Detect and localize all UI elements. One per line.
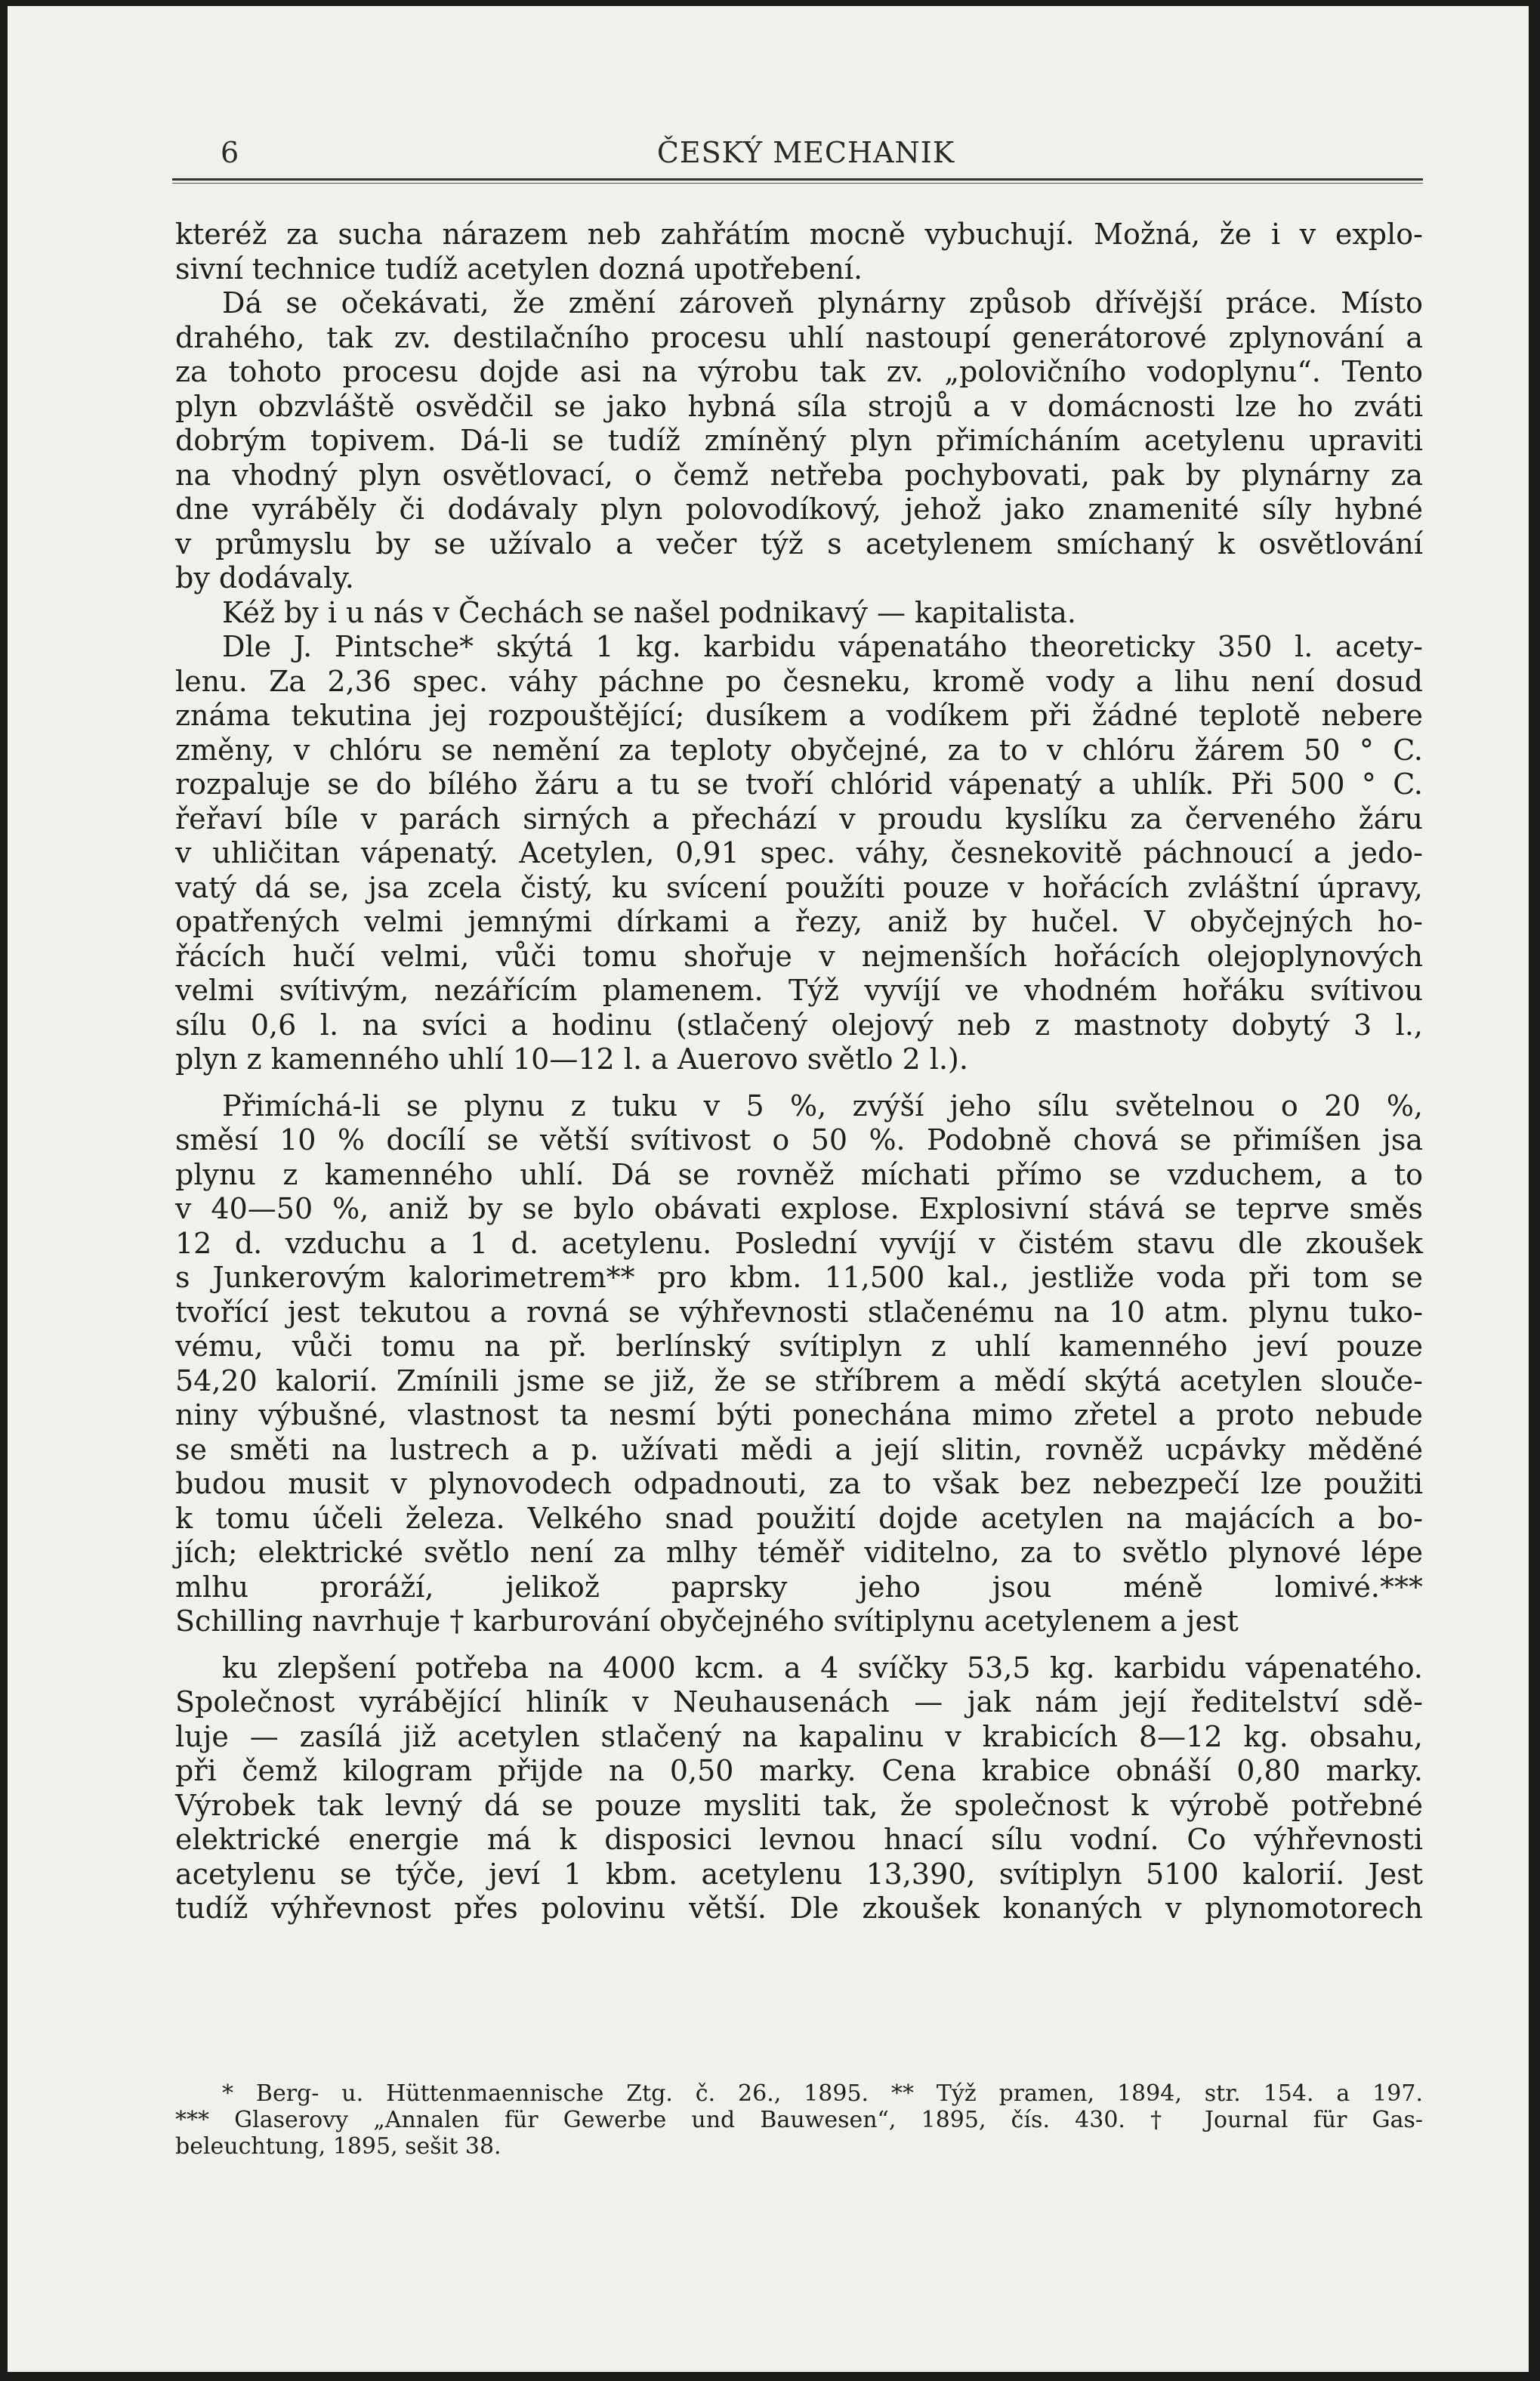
text-line: k tomu účeli železa. Velkého snad použití dojde acetylen na majácích a bo- bbox=[175, 1501, 1423, 1535]
text-line: Výrobek tak levný dá se pouze mysliti tak, že společnost k výrobě potřebné bbox=[175, 1788, 1423, 1822]
page-number: 6 bbox=[221, 136, 239, 169]
text-line: Společnost vyrábějící hliník v Neuhausenách — jak nám její ředitelství sdě- bbox=[175, 1685, 1423, 1719]
text-line: Schilling navrhuje † karburování obyčejného svítiplynu acetylenem a jest bbox=[175, 1604, 1239, 1638]
text-line: s Junkerovým kalorimetrem** pro kbm. 11,500 kal., jestliže voda při tom se bbox=[175, 1261, 1423, 1294]
text-line: luje — zasílá již acetylen stlačený na kapalinu v krabicích 8—12 kg. obsahu, bbox=[175, 1719, 1423, 1753]
text-line: rozpaluje se do bílého žáru a tu se tvoří chlórid vápenatý a uhlík. Při 500 ° C. bbox=[175, 767, 1423, 801]
text-line: dobrým topivem. Dá-li se tudíž zmíněný plyn přimícháním acetylenu upraviti bbox=[175, 424, 1423, 457]
text-line: Přimíchá-li se plynu z tuku v 5 %, zvýší jeho sílu světelnou o 20 %, bbox=[222, 1089, 1423, 1123]
text-line: mlhu proráží, jelikož paprsky jeho jsou méně lomivé.*** bbox=[175, 1570, 1423, 1604]
footnotes bbox=[175, 2080, 1423, 2160]
text-line: by dodávaly. bbox=[175, 561, 354, 594]
running-header bbox=[183, 136, 1429, 181]
text-line: plyn obzvláště osvědčil se jako hybná síla strojů a v domácnosti lze ho zváti bbox=[175, 389, 1423, 423]
text-line: ku zlepšení potřeba na 4000 kcm. a 4 svíčky 53,5 kg. karbidu vápenatého. bbox=[222, 1651, 1423, 1685]
text-line: sílu 0,6 l. na svíci a hodinu (stlačený olejový neb z mastnoty dobytý 3 l., bbox=[175, 1008, 1423, 1042]
text-line: kteréž za sucha nárazem neb zahřátím mocně vybuchují. Možná, že i v explo- bbox=[175, 218, 1423, 251]
text-line: vatý dá se, jsa zcela čistý, ku svícení použíti pouze v hořácích zvláštní úpravy, bbox=[175, 870, 1423, 904]
text-line: jích; elektrické světlo není za mlhy téměř viditelno, za to světlo plynové lépe bbox=[175, 1536, 1423, 1569]
text-line: tvořící jest tekutou a rovná se výhřevnosti stlačenému na 10 atm. plynu tuko- bbox=[175, 1295, 1423, 1329]
text-line: opatřených velmi jemnými dírkami a řezy, aniž by hučel. V obyčejných ho- bbox=[175, 905, 1423, 938]
text-line: niny výbušné, vlastnost ta nesmí býti ponechána mimo zřetel a proto nebude bbox=[175, 1398, 1423, 1431]
footnote-line: *** Glaserovy „Annalen für Gewerbe und Bauwesen“, 1895, čís. 430. † Journal für Gas- bbox=[175, 2107, 1423, 2133]
text-line: se směti na lustrech a p. užívati mědi a její slitin, rovněž ucpávky měděné bbox=[175, 1432, 1423, 1466]
text-line: acetylenu se týče, jeví 1 kbm. acetylenu 13,390, svítiplyn 5100 kalorií. Jest bbox=[175, 1857, 1423, 1891]
text-line: změny, v chlóru se nemění za teploty obyčejné, za to v chlóru žárem 50 ° C. bbox=[175, 733, 1423, 767]
text-line: Kéž by i u nás v Čechách se našel podnikavý — kapitalista. bbox=[222, 595, 1076, 629]
text-line: dne vyráběly či dodávaly plyn polovodíkový, jehož jako znamenité síly hybné bbox=[175, 493, 1423, 526]
text-line: Dle J. Pintsche* skýtá 1 kg. karbidu vápenatáho theoreticky 350 l. acety- bbox=[222, 630, 1423, 663]
text-line: plynu z kamenného uhlí. Dá se rovněž míchati přímo se vzduchem, a to bbox=[175, 1157, 1423, 1191]
text-line: na vhodný plyn osvětlovací, o čemž netřeba pochybovati, pak by plynárny za bbox=[175, 458, 1423, 492]
footnote-line: * Berg- u. Hüttenmaennische Ztg. č. 26., 1895. ** Týž pramen, 1894, str. 154. a 197. bbox=[222, 2080, 1423, 2107]
header-rule bbox=[172, 178, 1423, 181]
text-line: směsí 10 % docílí se větší svítivost o 50 %. Podobně chová se přimíšen jsa bbox=[175, 1123, 1423, 1157]
text-line: tudíž výhřevnost přes polovinu větší. Dle zkoušek konaných v plynomotorech bbox=[175, 1892, 1423, 1925]
text-line: 12 d. vzduchu a 1 d. acetylenu. Poslední vyvíjí v čistém stavu dle zkoušek bbox=[175, 1226, 1423, 1260]
text-line: Dá se očekávati, že změní zároveň plynárny způsob dřívější práce. Místo bbox=[222, 286, 1423, 320]
header-rule-thin bbox=[172, 183, 1423, 184]
text-line: v uhličitan vápenatý. Acetylen, 0,91 spec. váhy, česnekovitě páchnoucí a jedo- bbox=[175, 836, 1423, 869]
text-line: plyn z kamenného uhlí 10—12 l. a Auerovo světlo 2 l.). bbox=[175, 1042, 968, 1076]
body-text bbox=[175, 218, 1423, 1926]
text-line: řácích hučí velmi, vůči tomu shořuje v nejmenších hořácích olejoplynových bbox=[175, 939, 1423, 973]
text-line: vému, vůči tomu na př. berlínský svítiplyn z uhlí kamenného jeví pouze bbox=[175, 1329, 1423, 1363]
footnote-line: beleuchtung, 1895, sešit 38. bbox=[175, 2133, 502, 2160]
text-line: při čemž kilogram přijde na 0,50 marky. Cena krabice obnáší 0,80 marky. bbox=[175, 1754, 1423, 1787]
running-title: ČESKÝ MECHANIK bbox=[656, 136, 955, 169]
text-line: velmi svítivým, nezářícím plamenem. Týž vyvíjí ve vhodném hořáku svítivou bbox=[175, 974, 1423, 1007]
text-line: za tohoto procesu dojde asi na výrobu tak zv. „polovičního vodoplynu“. Tento bbox=[175, 355, 1423, 388]
text-line: sivní technice tudíž acetylen dozná upotřebení. bbox=[175, 252, 863, 286]
text-line: budou musit v plynovodech odpadnouti, za to však bez nebezpečí lze použiti bbox=[175, 1467, 1423, 1500]
text-line: známa tekutina jej rozpouštějící; dusíkem a vodíkem při žádné teplotě nebere bbox=[175, 699, 1423, 732]
text-line: v průmyslu by se užívalo a večer týž s acetylenem smíchaný k osvětlování bbox=[175, 527, 1423, 561]
text-line: 54,20 kalorií. Zmínili jsme se již, že se stříbrem a mědí skýtá acetylen slouče- bbox=[175, 1363, 1423, 1397]
text-line: lenu. Za 2,36 spec. váhy páchne po česneku, kromě vody a lihu není dosud bbox=[175, 664, 1423, 698]
text-line: elektrické energie má k disposici levnou hnací sílu vodní. Co výhřevnosti bbox=[175, 1823, 1423, 1856]
text-line: v 40—50 %, aniž by se bylo obávati explose. Explosivní stává se teprve směs bbox=[175, 1192, 1423, 1225]
text-line: řeřaví bíle v parách sirných a přechází v proudu kyslíku za červeného žáru bbox=[175, 801, 1423, 835]
text-line: drahého, tak zv. destilačního procesu uhlí nastoupí generátorové zplynování a bbox=[175, 320, 1423, 354]
